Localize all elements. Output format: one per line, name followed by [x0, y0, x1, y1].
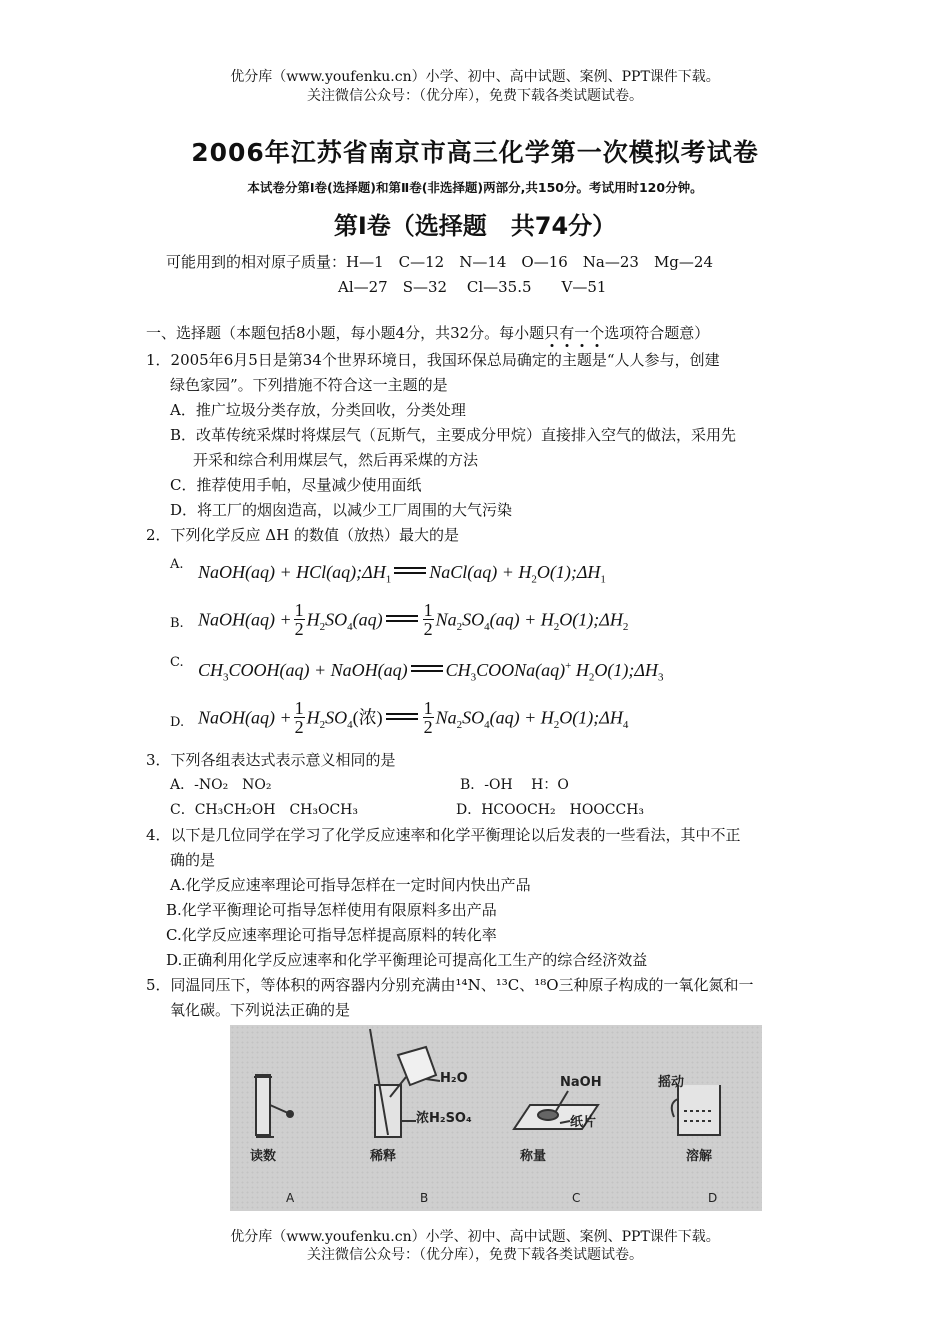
q4-option-a: A.化学反应速率理论可指导怎样在一定时间内快出产品: [170, 876, 531, 894]
equals-sign: [386, 713, 418, 720]
fraction-num: 1: [294, 600, 304, 620]
fraction-den: 2: [423, 619, 433, 639]
q3-option-a: A．-NO₂ NO₂: [170, 777, 272, 793]
q2-label-a: A.: [170, 557, 184, 572]
footer-line-1: 优分库（www.youfenku.cn）小学、初中、高中试题、案例、PPT课件下载。: [230, 1229, 720, 1245]
letter-c: C: [572, 1191, 581, 1205]
eq-b-r1-sub: 2: [456, 621, 463, 634]
eq-a-right-sub: 2: [531, 573, 537, 586]
fraction-half: [423, 601, 434, 638]
eq-d-r1-sub: 2: [456, 719, 463, 732]
q5-stem-1: 5．同温同压下，等体积的两容器内分别充满由¹⁴N、¹³C、¹⁸O三种原子构成的一氧化氮和一: [146, 976, 754, 994]
eq-a-right: NaCl(aq) + H: [429, 562, 532, 582]
eq-c-r4: O(1);ΔH: [594, 660, 658, 680]
emph-char: 有: [559, 324, 575, 342]
eq-b-r2: SO: [462, 609, 485, 630]
fraction-den: 2: [294, 717, 304, 737]
letter-d: D: [708, 1191, 718, 1205]
section-heading-post: 选项符合题意）: [604, 324, 710, 342]
q1-option-a: A．推广垃圾分类存放，分类回收，分类处理: [170, 401, 466, 419]
fraction-num: 1: [423, 698, 433, 718]
eq-b-p3: SO: [325, 609, 348, 630]
q4-option-b: B.化学平衡理论可指导怎样使用有限原料多出产品: [166, 901, 497, 919]
label-naoh: NaOH: [560, 1075, 602, 1090]
header-line-1: 优分库（www.youfenku.cn）小学、初中、高中试题、案例、PPT课件下载。: [230, 69, 720, 85]
eq-d-r2-sub: 4: [484, 719, 490, 732]
caption-weigh: 称量: [520, 1149, 547, 1164]
eq-b-p4: (aq): [352, 609, 383, 630]
q1-stem-1: 1．2005年6月5日是第34个世界环境日，我国环保总局确定的主题是“人人参与，创建: [146, 351, 720, 369]
q4-stem-1: 4．以下是几位同学在学习了化学反应速率和化学平衡理论以后发表的一些看法，其中不正: [146, 826, 741, 844]
eq-d-p2: H: [306, 707, 320, 728]
q5-stem-2: 氧化碳。下列说法正确的是: [170, 1001, 351, 1019]
volume-title: 第Ⅰ卷（选择题 共74分）: [333, 212, 617, 240]
eq-b-r4-sub: 2: [622, 621, 629, 634]
equals-sign: [394, 567, 426, 574]
eq-d-r4-sub: 4: [622, 719, 629, 732]
q4-option-c: C.化学反应速率理论可指导怎样提高原料的转化率: [166, 926, 497, 944]
q1-option-b-2: 开采和综合利用煤层气，然后再采煤的方法: [193, 451, 479, 469]
q1-stem-2: 绿色家园”。下列措施不符合这一主题的是: [170, 376, 448, 394]
q1-option-c: C．推荐使用手帕，尽量减少使用面纸: [170, 476, 422, 494]
measuring-cylinder-icon: [254, 1075, 293, 1137]
letter-a: A: [286, 1191, 295, 1205]
eq-b-r3: (aq) + H: [489, 609, 554, 630]
eq-c-plus: +: [565, 660, 572, 672]
eq-b-r4: O(1);ΔH: [559, 609, 623, 630]
eq-c-p2: COOH(aq) + NaOH(aq): [228, 660, 408, 680]
footer-line-2: 关注微信公众号：（优分库），免费下载各类试题试卷。: [307, 1247, 643, 1263]
lab-figure-drawing: [230, 1025, 762, 1211]
q3-stem: 3．下列各组表达式表示意义相同的是: [146, 751, 396, 769]
eq-a-left: NaOH(aq) + HCl(aq);ΔH: [198, 562, 386, 582]
atomic-mass-line-2: Al—27 S—32 Cl—35.5 V—51: [338, 278, 607, 296]
q2-label-d: D.: [170, 715, 185, 730]
eq-d-r2: SO: [462, 707, 485, 728]
q2-equation-c: [198, 660, 663, 684]
eq-b-r1: Na: [435, 609, 457, 630]
eq-b-p3-sub: 4: [347, 621, 353, 634]
eq-a-left-sub: 1: [385, 573, 392, 586]
fraction-num: 1: [423, 600, 433, 620]
eq-a-tail-sub: 1: [600, 573, 606, 586]
equals-sign: [411, 665, 443, 672]
lab-operations-figure: [230, 1025, 762, 1211]
eq-c-p1: CH: [198, 660, 224, 680]
fraction-num: 1: [294, 698, 304, 718]
dissolving-beaker-icon: [672, 1085, 720, 1135]
eq-d-p2-sub: 2: [319, 719, 326, 732]
letter-b: B: [420, 1191, 429, 1205]
q2-equation-a: [198, 562, 606, 586]
equals-sign: [386, 615, 418, 622]
caption-dissolve: 溶解: [686, 1149, 713, 1164]
eq-a-tail: O(1);ΔH: [536, 562, 601, 582]
q3-option-b: B．-OH H：O: [460, 777, 569, 793]
q2-label-b: B.: [170, 616, 184, 631]
q4-option-d: D.正确利用化学反应速率和化学平衡理论可提高化工生产的综合经济效益: [166, 951, 648, 969]
q2-label-c: C.: [170, 655, 184, 670]
label-paper: 纸片: [570, 1115, 597, 1130]
eq-c-r1: CH: [445, 660, 471, 680]
q2-equation-b: [198, 600, 629, 640]
eq-c-p1-sub: 3: [223, 671, 229, 684]
emph-char: 只: [544, 324, 560, 342]
q4-stem-2: 确的是: [170, 851, 216, 869]
eq-d-p1: NaOH(aq) +: [198, 707, 292, 728]
eq-d-r3-sub: 2: [553, 719, 560, 732]
q2-stem: 2．下列化学反应 ΔH 的数值（放热）最大的是: [146, 526, 459, 544]
fraction-den: 2: [294, 619, 304, 639]
label-shake: 摇动: [658, 1075, 685, 1090]
exam-subtitle: 本试卷分第Ⅰ卷(选择题)和第Ⅱ卷(非选择题)两部分,共150分。考试用时120分钟。: [247, 180, 703, 195]
fraction-half: [423, 699, 434, 736]
eq-d-conc: (浓): [352, 707, 383, 728]
fraction-half: [294, 699, 305, 736]
label-h2so4: 浓H₂SO₄: [416, 1111, 472, 1126]
eq-c-r2: COONa(aq): [476, 660, 566, 680]
q3-option-d: D．HCOOCH₂ HOOCCH₃: [456, 802, 645, 818]
section-heading: [146, 323, 709, 343]
eq-b-p2-sub: 2: [319, 621, 326, 634]
eq-d-p3-sub: 4: [347, 719, 353, 732]
q2-equation-d: [198, 698, 629, 738]
eq-c-r3: H: [575, 660, 589, 680]
eq-b-p2: H: [306, 609, 320, 630]
emph-char: 一: [574, 324, 590, 342]
label-h2o: H₂O: [440, 1071, 468, 1086]
section-heading-pre: 一、选择题（本题包括8小题，每小题4分，共32分。每小题: [146, 324, 545, 342]
q1-option-d: D．将工厂的烟囱造高，以减少工厂周围的大气污染: [170, 501, 513, 519]
eq-c-r1-sub: 3: [470, 671, 477, 684]
eq-d-r4: O(1);ΔH: [559, 707, 623, 728]
caption-dilute: 稀释: [370, 1149, 397, 1164]
eq-b-r3-sub: 2: [553, 621, 560, 634]
fraction-half: [294, 601, 305, 638]
eq-c-r3-sub: 2: [588, 671, 595, 684]
eq-b-p1: NaOH(aq) +: [198, 609, 292, 630]
atomic-mass-line-1: 可能用到的相对原子质量：H—1 C—12 N—14 O—16 Na—23 Mg—24: [166, 253, 713, 271]
eq-d-r1: Na: [435, 707, 457, 728]
q1-option-b-1: B．改革传统采煤时将煤层气（瓦斯气，主要成分甲烷）直接排入空气的做法，采用先: [170, 426, 737, 444]
emph-char: 个: [589, 324, 605, 342]
q3-option-c: C．CH₃CH₂OH CH₃OCH₃: [170, 802, 359, 818]
exam-title: 2006年江苏省南京市高三化学第一次模拟考试卷: [191, 138, 759, 167]
eq-b-r2-sub: 4: [484, 621, 490, 634]
eq-c-r4-sub: 3: [657, 671, 664, 684]
fraction-den: 2: [423, 717, 433, 737]
eq-d-r3: (aq) + H: [489, 707, 554, 728]
caption-read: 读数: [250, 1149, 277, 1164]
header-line-2: 关注微信公众号：（优分库），免费下载各类试题试卷。: [307, 88, 643, 104]
eq-d-p3: SO: [325, 707, 348, 728]
